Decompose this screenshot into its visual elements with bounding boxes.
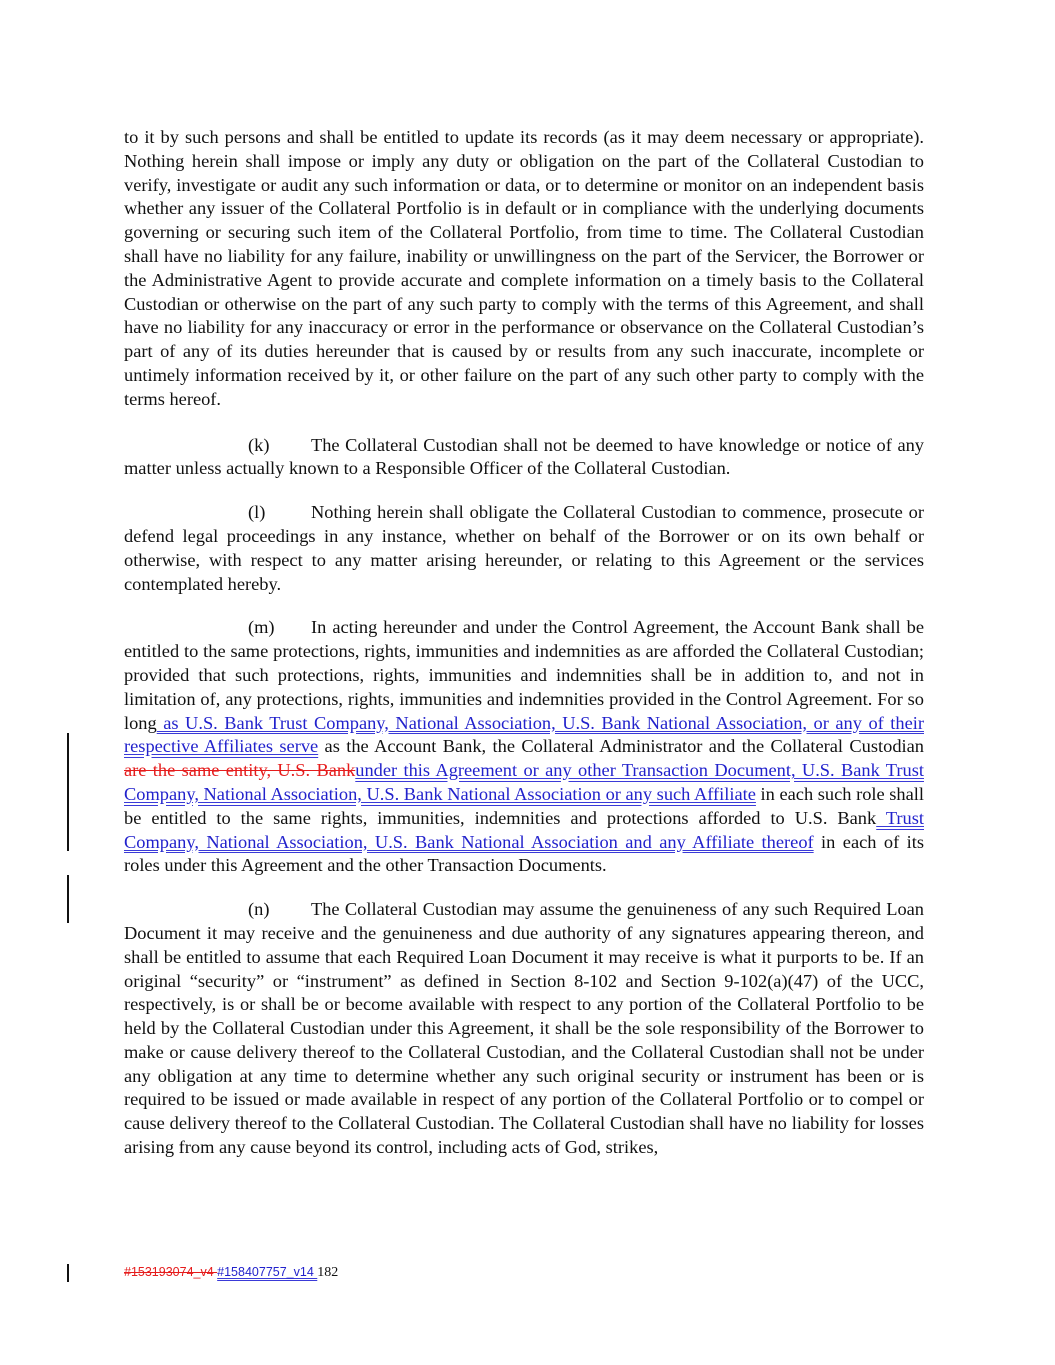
clause-label-m: (m) — [248, 617, 275, 638]
tracked-deletion: are the same entity, U.S. Bank — [124, 760, 356, 781]
clause-text-m-cont: as the Account Bank, the Collateral Administrator and the Collateral Custodian — [318, 736, 925, 757]
paragraph-m — [124, 616, 924, 878]
tracked-insertion: Trust Company, National Association, U.S. Bank National Association and any Affiliate thereof — [124, 807, 924, 852]
change-bar — [67, 733, 69, 851]
change-bar — [67, 1264, 69, 1282]
footer-deleted-doc-id: #153193074_v4 — [124, 1265, 218, 1279]
page-footer — [124, 1265, 338, 1281]
clause-text-m-cont: in each of its roles under this Agreement and the other Transaction Documents. — [124, 831, 924, 876]
paragraph-n — [124, 898, 924, 1160]
document-page — [124, 126, 924, 1180]
tracked-insertion: under this Agreement or any other Transaction Document, U.S. Bank Trust Company, National Association, U.S. Bank National Association or any such Affiliate — [124, 760, 924, 804]
clause-label-k: (k) — [248, 434, 270, 455]
paragraph-l — [124, 501, 924, 596]
clause-text-l: Nothing herein shall obligate the Collateral Custodian to commence, prosecute or defend legal proceedings in any instance, whether on behalf of the Borrower or on its own behalf or otherwise, with respect to any matter arising hereunder, or relating to this Agreement or the services contemplated hereby. — [124, 502, 924, 594]
paragraph-k — [124, 434, 924, 482]
clause-text-k: The Collateral Custodian shall not be deemed to have knowledge or notice of any matter unless actually known to a Responsible Officer of the Collateral Custodian. — [124, 434, 924, 479]
clause-label-l: (l) — [248, 502, 266, 523]
footer-inserted-doc-id: #158407757_v14 — [217, 1265, 318, 1279]
clause-text-n: The Collateral Custodian may assume the genuineness of any such Required Loan Document it may receive and the genuineness and due authority of any signatures appearing thereon, and shall be entitled to assume that each Required Loan Document it may receive is what it purports to be. If an original “security” or “instrument” as defined in Section 8-102 and Section 9-102(a)(47) of the UCC, respectively, is or shall be or become available with respect to any portion of the Collateral Portfolio to be held by the Collateral Custodian under this Agreement, it shall be the sole responsibility of the Borrower to make or cause delivery thereof to the Collateral Custodian, and the Collateral Custodian shall not be under any obligation at any time to determine whether any such original security or instrument has been or is required to be issued or made available in respect of any portion of the Collateral Portfolio or to compel or cause delivery thereof to the Collateral Custodian. The Collateral Custodian shall have no liability for losses arising from any cause beyond its control, including acts of God, strikes, — [124, 899, 924, 1158]
page-number: 182 — [317, 1265, 339, 1280]
clause-text-m: In acting hereunder and under the Control Agreement, the Account Bank shall be entitled to the same protections, rights, immunities and indemnities as are afforded the Collateral Custodian; provided that such protections, rights, immunities and indemnities shall be in addition to, and not in limitation of, any protections, rights, immunities and indemnities provided in the Control Agreement. For so long — [124, 617, 924, 733]
clause-text-m-cont: in each such role shall be entitled to the same rights, immunities, indemnities and protections afforded to U.S. Bank — [124, 783, 924, 828]
clause-label-n: (n) — [248, 899, 270, 920]
tracked-insertion: as U.S. Bank Trust Company, National Association, U.S. Bank National Association, or any of their respective Affiliates serve — [124, 712, 924, 757]
paragraph-continuation: to it by such persons and shall be entitled to update its records (as it may deem necessary or appropriate). Nothing herein shall impose or imply any duty or obligation on the part of the Collateral Custodian to verify, investigate or audit any such information or data, or to determine or monitor on an independent basis whether any issuer of the Collateral Portfolio is in default or in compliance with the underlying documents governing or securing such item of the Collateral Portfolio, from time to time. The Collateral Custodian shall have no liability for any failure, inability or unwillingness on the part of the Servicer, the Borrower or the Administrative Agent to provide accurate and complete information on a timely basis to the Collateral Custodian or otherwise on the part of any such party to comply with the terms of this Agreement, and shall have no liability for any inaccuracy or error in the performance or observance on the Collateral Custodian’s part of any of its duties hereunder that is caused by or results from any such inaccurate, incomplete or untimely information received by it, or other failure on the part of any such other party to comply with the terms hereof. — [124, 127, 924, 409]
change-bar — [67, 875, 69, 923]
